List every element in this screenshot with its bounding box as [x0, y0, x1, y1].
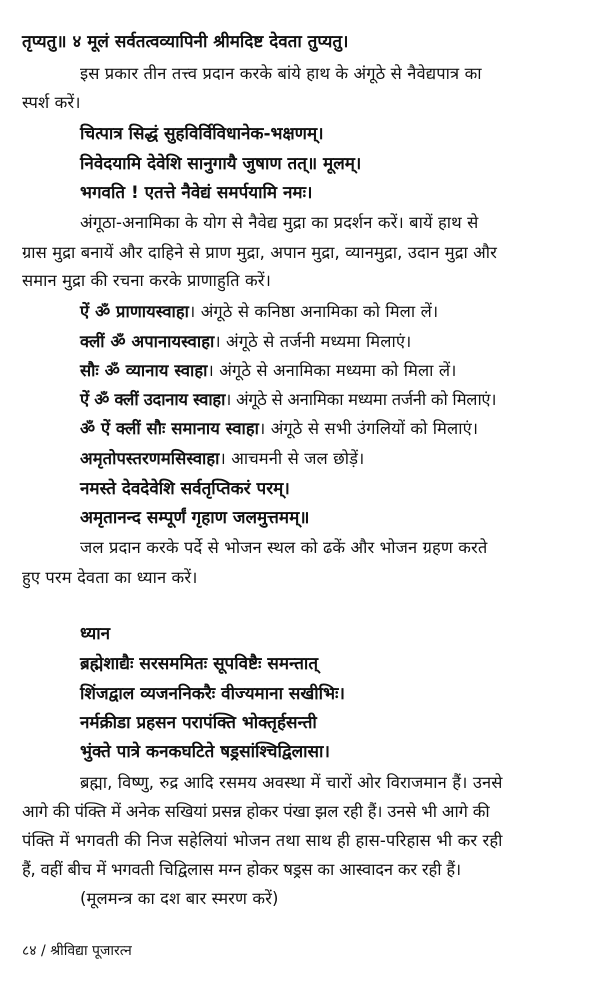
mantra-line [80, 363, 457, 380]
mantra-instruction: । अंगूठे से तर्जनी मध्यमा मिलाएं। [214, 332, 412, 351]
text-line: ग्रास मुद्रा बनायें और दाहिने से प्राण मुद्रा, अपान मुद्रा, व्यानमुद्रा, उदान मुद्रा और [22, 243, 497, 262]
text-line: तृप्यतु॥ ४ मूलं सर्वतत्वव्यापिनी श्रीमदिष्ट देवता तुप्यतु। [22, 32, 349, 52]
text-line: इस प्रकार तीन तत्त्व प्रदान करके बांये हाथ के अंगूठे से नैवेद्यपात्र का [80, 64, 482, 83]
verse-line: शिंजद्वाल व्यजननिकरैः वीज्यमाना सखीभिः। [80, 684, 345, 704]
mantra-line [80, 304, 438, 321]
mantra-text: क्लीं ॐ अपानायस्वाहा [80, 332, 215, 351]
mantra-text: ऐं ॐ प्राणायस्वाहा [80, 302, 189, 321]
mantra-instruction: । अंगूठे से कनिष्ठा अनामिका को मिला लें। [189, 302, 439, 321]
text-line: आगे की पंक्ति में अनेक सखियां प्रसन्न होकर पंखा झल रही हैं। उनसे भी आगे की [22, 802, 490, 821]
footer-separator: / [41, 943, 46, 959]
page-footer [22, 944, 132, 958]
text-line: पंक्ति में भगवती की निज सहेलियां भोजन तथा साथ ही हास-परिहास भी कर रही [22, 831, 503, 850]
mantra-instruction: । अंगूठे से अनामिका मध्यमा को मिला लें। [207, 361, 457, 380]
mantra-line [80, 421, 478, 438]
text-line: (मूलमन्त्र का दश बार स्मरण करें) [80, 889, 279, 908]
verse-line: ब्रह्मेशाद्यैः सरसममितः सूपविष्टैः समन्तात् [80, 654, 319, 674]
verse-line: भुंक्ते पात्रे कनकघटिते षड्रसांश्चिद्विलासा। [80, 742, 330, 762]
mantra-text: ॐ ऐं क्लीं सौः समानाय स्वाहा [80, 419, 260, 438]
mantra-text: सौः ॐ व्यानाय स्वाहा [80, 361, 208, 380]
mantra-text: ऐं ॐ क्लीं उदानाय स्वाहा [80, 390, 226, 409]
section-heading: ध्यान [80, 624, 111, 644]
verse-line: नमस्ते देवदेवेशि सर्वतृप्तिकरं परम्। [80, 479, 290, 499]
mantra-line [80, 392, 496, 409]
text-line: हैं, वहीं बीच में भगवती चिद्विलास मग्न होकर षड्रस का आस्वादन कर रही हैं। [22, 860, 461, 879]
verse-line: अमृतानन्द सम्पूर्णं गृहाण जलमुत्तमम्॥ [80, 508, 310, 528]
text-line: हुए परम देवता का ध्यान करें। [22, 568, 198, 587]
text-line: समान मुद्रा की रचना करके प्राणाहुति करें। [22, 271, 271, 290]
verse-line: नर्मक्रीडा प्रहसन परापंक्ति भोक्तृर्हसन्ती [80, 713, 317, 733]
text-line: अंगूठा-अनामिका के योग से नैवेद्य मुद्रा का प्रदर्शन करें। बायें हाथ से [80, 213, 479, 232]
text-line: ब्रह्मा, विष्णु, रुद्र आदि रसमय अवस्था में चारों ओर विराजमान हैं। उनसे [80, 773, 503, 792]
verse-line: चित्पात्र सिद्धं सुहविर्विविधानेक-भक्षणम्। [80, 124, 324, 144]
text-line: जल प्रदान करके पर्दे से भोजन स्थल को ढकें और भोजन ग्रहण करते [80, 538, 488, 557]
mantra-line [80, 334, 411, 351]
page-number: ८४ [22, 943, 37, 959]
verse-line: निवेदयामि देवेशि सानुगायै जुषाण तत्॥ मूलम्। [80, 154, 362, 174]
mantra-instruction: । अंगूठे से अनामिका मध्यमा तर्जनी को मिलाएं। [225, 390, 497, 409]
mantra-line [80, 451, 364, 468]
mantra-text: अमृतोपस्तरणमसिस्वाहा [80, 449, 220, 468]
book-title: श्रीविद्या पूजारत्न [50, 943, 132, 959]
mantra-instruction: । आचमनी से जल छोड़ें। [219, 449, 365, 468]
text-line: स्पर्श करें। [22, 93, 81, 112]
mantra-instruction: । अंगूठे से सभी उंगलियों को मिलाएं। [259, 419, 479, 438]
verse-line: भगवति ! एतत्ते नैवेद्यं समर्पयामि नमः। [80, 183, 313, 203]
